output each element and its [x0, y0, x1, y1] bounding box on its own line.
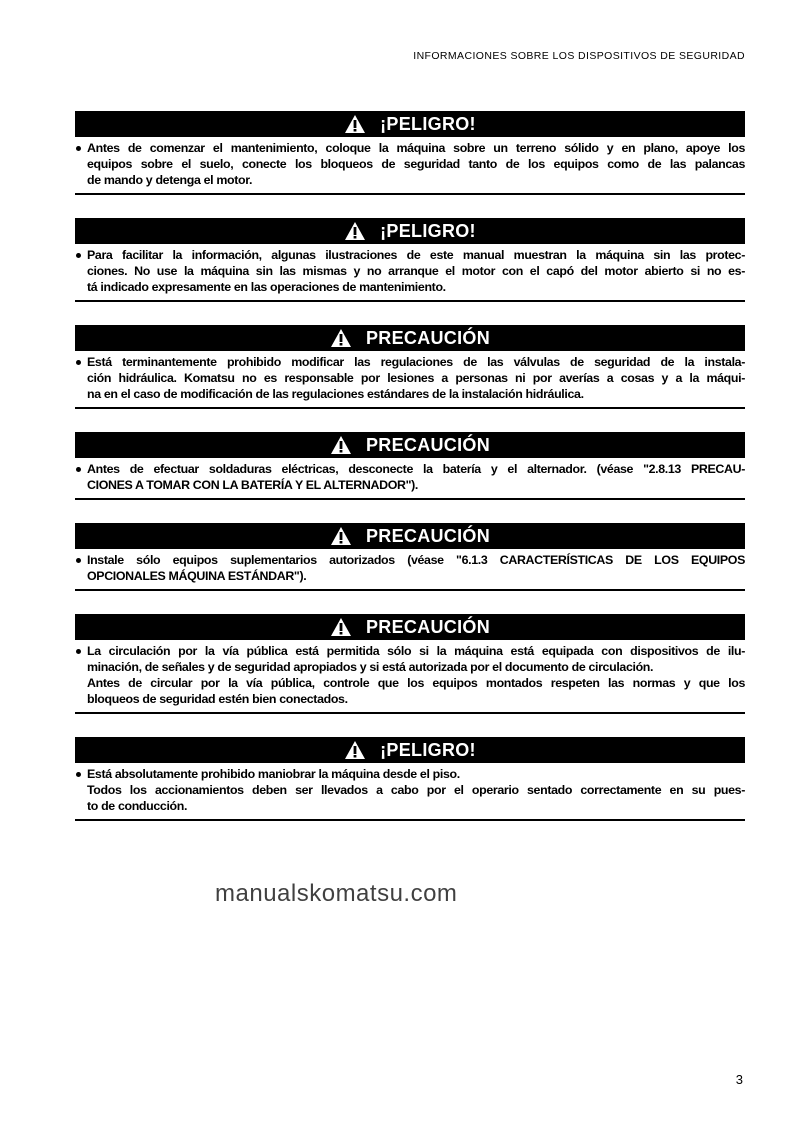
warning-triangle-icon — [330, 328, 352, 348]
notice-text — [75, 137, 745, 188]
safety-notice-caution — [75, 614, 745, 714]
notice-label: ¡PELIGRO! — [380, 220, 476, 241]
bullet-icon — [76, 649, 81, 654]
bullet-icon — [76, 253, 81, 258]
notice-label: PRECAUCIÓN — [365, 616, 490, 637]
text-line: Antes de circular por la vía pública, controle que los equipos montados respeten las normas y que los — [87, 676, 745, 690]
notice-text — [75, 458, 745, 493]
notice-text — [75, 351, 745, 402]
notice-label: PRECAUCIÓN — [365, 327, 490, 348]
warning-triangle-icon — [344, 740, 366, 760]
safety-notice-danger — [75, 737, 745, 821]
notice-header-bar — [75, 523, 745, 549]
text-line: Está absolutamente prohibido maniobrar la máquina desde el piso. — [87, 767, 460, 781]
text-line: OPCIONALES MÁQUINA ESTÁNDAR"). — [87, 569, 307, 583]
text-line: minación, de señales y de seguridad apropiados y si está autorizada por el documento de circulación. — [87, 660, 654, 674]
bullet-icon — [76, 558, 81, 563]
text-line: na en el caso de modificación de las regulaciones estándares de la instalación hidráulica. — [87, 387, 584, 401]
notice-header-bar — [75, 737, 745, 763]
notice-label: PRECAUCIÓN — [365, 434, 490, 455]
text-line: de mando y detenga el motor. — [87, 173, 253, 187]
notice-header-bar — [75, 325, 745, 351]
text-line: ción hidráulica. Komatsu no es responsable por lesiones a personas ni por averías a cosas y a la máqui- — [87, 371, 745, 385]
notice-label: PRECAUCIÓN — [365, 525, 490, 546]
notice-header-bar — [75, 432, 745, 458]
warning-triangle-icon — [330, 617, 352, 637]
notice-text — [75, 549, 745, 584]
bullet-icon — [76, 360, 81, 365]
text-line: Está terminantemente prohibido modificar las regulaciones de las válvulas de seguridad de la instala- — [87, 355, 745, 369]
safety-notice-caution — [75, 325, 745, 409]
page-number: 3 — [735, 1072, 743, 1087]
bullet-icon — [76, 772, 81, 777]
page-header: INFORMACIONES SOBRE LOS DISPOSITIVOS DE SEGURIDAD — [413, 50, 745, 62]
notice-text — [75, 244, 745, 295]
notice-text — [75, 640, 745, 707]
text-line: tá indicado expresamente en las operaciones de mantenimiento. — [87, 280, 446, 294]
notice-header-bar — [75, 111, 745, 137]
notice-label: ¡PELIGRO! — [380, 113, 476, 134]
text-line: Todos los accionamientos deben ser llevados a cabo por el operario sentado correctamente en su pues- — [87, 783, 745, 797]
text-line: to de conducción. — [87, 799, 188, 813]
text-line: Antes de efectuar soldaduras eléctricas, desconecte la batería y el alternador. (véase "2.8.13 PRECAU- — [87, 462, 745, 476]
notice-label: ¡PELIGRO! — [380, 739, 476, 760]
safety-notice-danger — [75, 111, 745, 195]
watermark: manualskomatsu.com — [215, 880, 458, 907]
safety-notice-caution — [75, 432, 745, 500]
safety-notices — [75, 111, 745, 844]
notice-header-bar — [75, 614, 745, 640]
safety-notice-danger — [75, 218, 745, 302]
text-line: bloqueos de seguridad estén bien conectados. — [87, 692, 348, 706]
bullet-icon — [76, 146, 81, 151]
text-line: Instale sólo equipos suplementarios autorizados (véase "6.1.3 CARACTERÍSTICAS DE LOS EQUIPOS — [87, 553, 745, 567]
warning-triangle-icon — [330, 435, 352, 455]
bullet-icon — [76, 467, 81, 472]
text-line: Para facilitar la información, algunas ilustraciones de este manual muestran la máquina sin las protec- — [87, 248, 745, 262]
text-line: equipos sobre el suelo, conecte los bloqueos de seguridad tanto de los equipos como de las palancas — [87, 157, 745, 171]
notice-header-bar — [75, 218, 745, 244]
warning-triangle-icon — [344, 114, 366, 134]
safety-notice-caution — [75, 523, 745, 591]
text-line: La circulación por la vía pública está permitida sólo si la máquina está equipada con dispositivos de ilu- — [87, 644, 745, 658]
text-line: Antes de comenzar el mantenimiento, coloque la máquina sobre un terreno sólido y en plano, apoye los — [87, 141, 745, 155]
warning-triangle-icon — [344, 221, 366, 241]
notice-text — [75, 763, 745, 814]
warning-triangle-icon — [330, 526, 352, 546]
text-line: CIONES A TOMAR CON LA BATERÍA Y EL ALTERNADOR"). — [87, 478, 418, 492]
text-line: ciones. No use la máquina sin las mismas y no arranque el motor con el capó del motor abierto si no es- — [87, 264, 745, 278]
